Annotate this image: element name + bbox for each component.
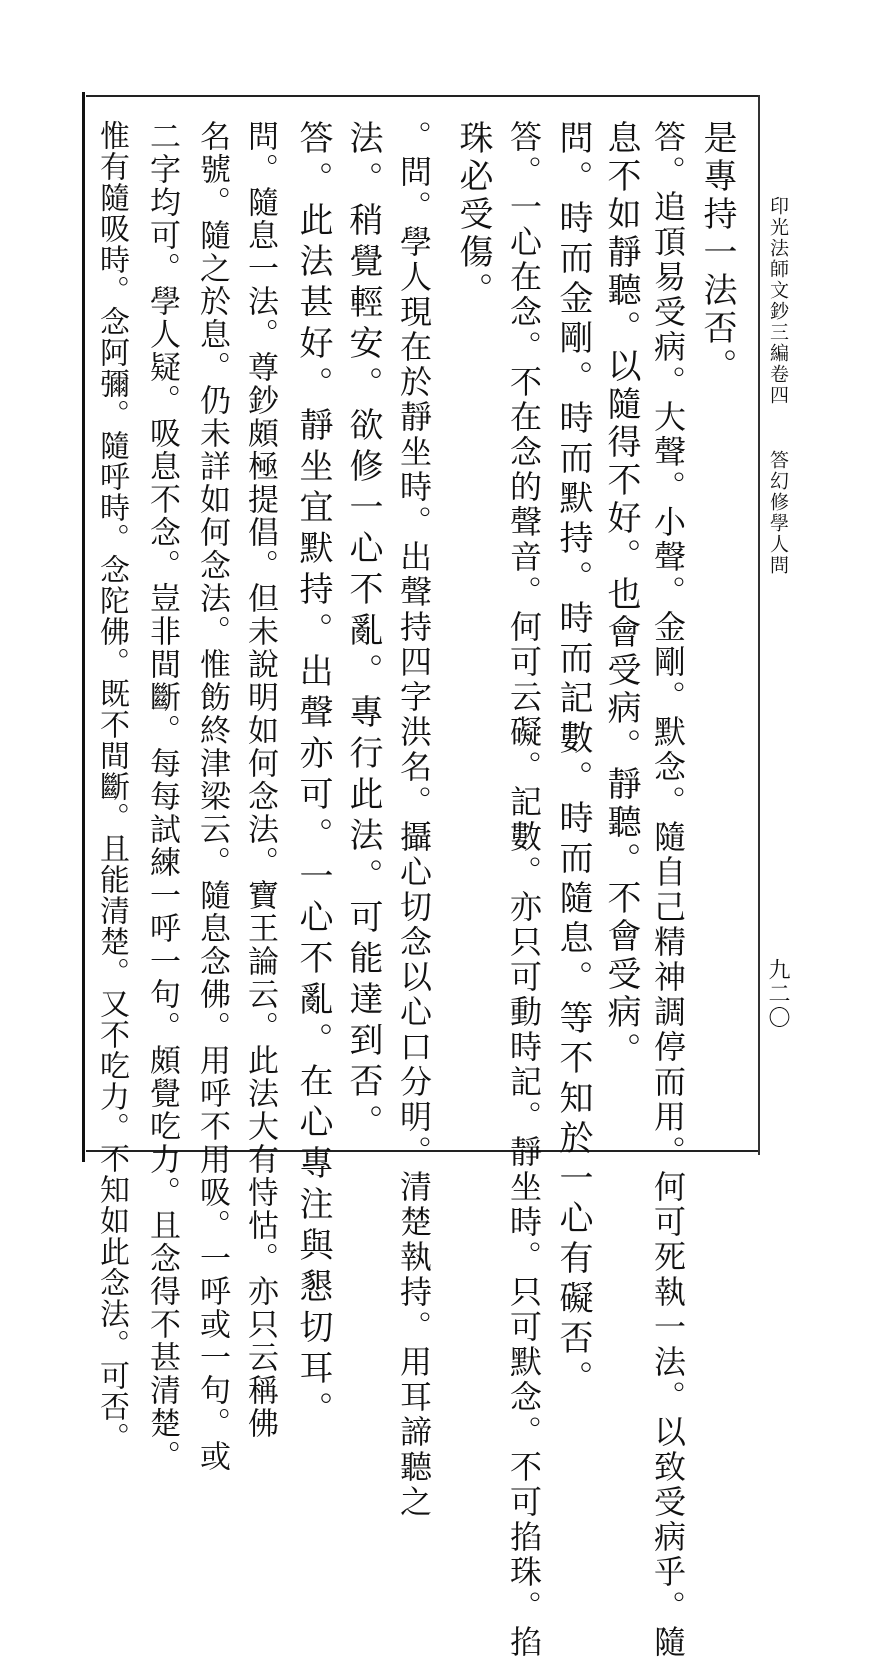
- text-column: 答。此法甚好。靜坐宜默持。出聲亦可。一心不亂。在心專注與懇切耳。: [293, 120, 333, 1432]
- text-column: 答。追頂易受病。大聲。小聲。金剛。默念。隨自己精神調停而用。何可死執一法。以致受病乎。隨: [649, 120, 687, 1660]
- text-column: 。問。學人現在於靜坐時。出聲持四字洪名。攝心切念以心口分明。清楚執持。用耳諦聽之: [395, 120, 433, 1520]
- text-column: 是專持一法否。: [697, 120, 737, 386]
- text-column: 法。稍覺輕安。欲修一心不亂。專行此法。可能達到否。: [343, 120, 383, 1145]
- text-column: 問。隨息一法。尊鈔頗極提倡。但未說明如何念法。寶王論云。此法大有恃怙。亦只云稱佛: [242, 120, 278, 1440]
- text-column: 答。一心在念。不在念的聲音。何可云礙。記數。亦只可動時記。靜坐時。只可默念。不可掐珠。掐: [505, 120, 543, 1660]
- text-column: 息不如靜聽。以隨得不好。也會受病。靜聽。不會受病。: [601, 120, 641, 1070]
- frame-top-rule: [86, 95, 758, 97]
- text-column: 珠必受傷。: [453, 120, 493, 310]
- text-column: 問。時而金剛。時而默持。時而記數。時而隨息。等不知於一心有礙否。: [553, 120, 593, 1400]
- text-column: 二字均可。學人疑。吸息不念。豈非間斷。每每試練一呼一句。頗覺吃力。且念得不甚清楚。: [144, 120, 180, 1473]
- text-column: 名號。隨之於息。仍未詳如何念法。惟飭終津梁云。隨息念佛。用呼不用吸。一呼或一句。或: [194, 120, 230, 1473]
- frame-inner-rule: [758, 95, 760, 1155]
- frame-left-rule: [82, 92, 85, 1162]
- page-number: 九二〇: [765, 958, 790, 1030]
- section-title: 答幻修學人問: [767, 450, 789, 576]
- text-column: 惟有隨吸時。念阿彌。隨呼時。念陀佛。既不間斷。且能清楚。又不吃力。不知如此念法。可否。: [94, 120, 129, 1453]
- book-title: 印光法師文鈔三編卷四: [767, 196, 789, 406]
